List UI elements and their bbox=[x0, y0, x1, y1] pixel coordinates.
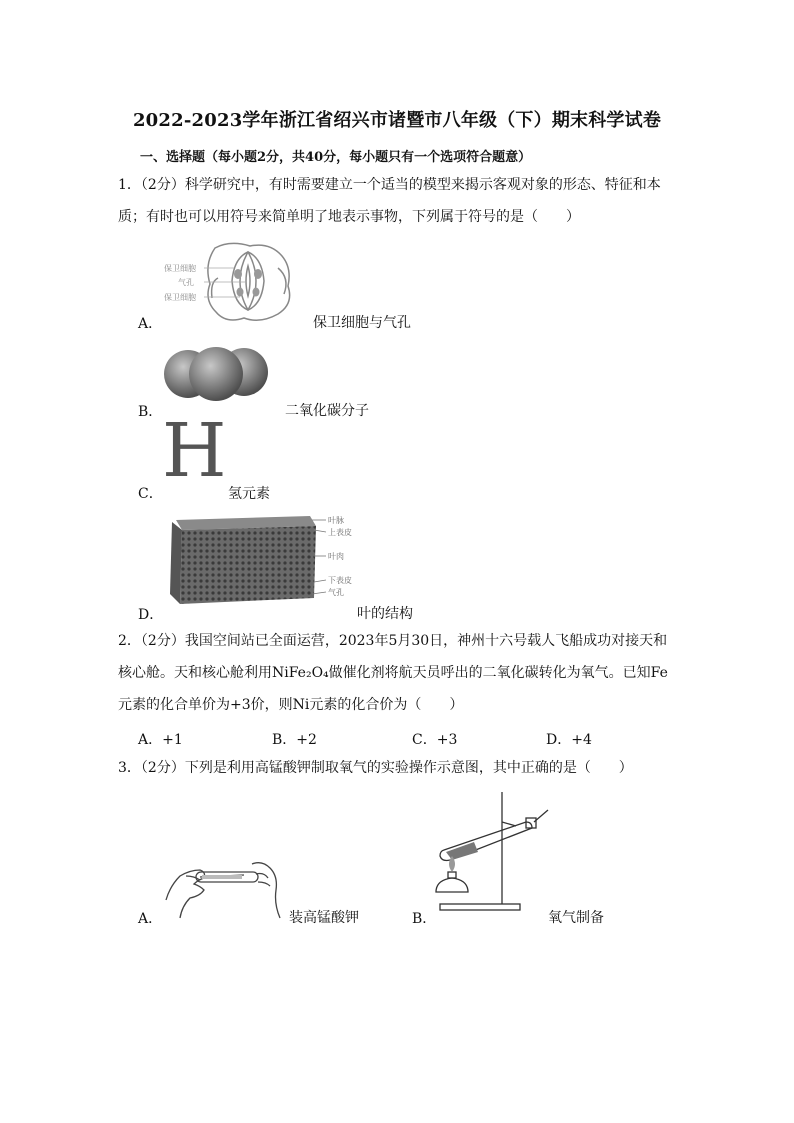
option-b-caption: 二氧化碳分子 bbox=[285, 403, 369, 419]
question-1-line-1: 1．（2分）科学研究中，有时需要建立一个适当的模型来揭示客观对象的形态、特征和本 bbox=[118, 177, 661, 193]
oxygen-preparation-apparatus bbox=[430, 788, 556, 922]
option-a-caption: 保卫细胞与气孔 bbox=[313, 315, 411, 331]
label-vein: 叶脉 bbox=[328, 516, 344, 525]
label-guard-cell-top: 保卫细胞 bbox=[164, 264, 196, 273]
co2-molecule-model bbox=[160, 336, 272, 412]
label-guard-cell-bottom: 保卫细胞 bbox=[164, 293, 196, 302]
loading-potassium-permanganate-image bbox=[160, 846, 286, 922]
question-2-line-1: 2．（2分）我国空间站已全面运营，2023年5月30日，神州十六号载人飞船成功对接天和 bbox=[118, 633, 668, 649]
option-a-letter: A． bbox=[138, 316, 163, 332]
choice-d: D．+4 bbox=[546, 732, 592, 748]
label-lower-epidermis: 下表皮 bbox=[328, 576, 352, 585]
question-3-line-1: 3．（2分）下列是利用高锰酸钾制取氧气的实验操作示意图，其中正确的是（ ） bbox=[118, 760, 633, 776]
q3-option-b-caption: 氧气制备 bbox=[548, 910, 604, 926]
hydrogen-symbol: H bbox=[162, 408, 227, 494]
label-mesophyll: 叶肉 bbox=[328, 552, 344, 561]
guard-cell-diagram bbox=[160, 238, 300, 324]
label-stoma-d: 气孔 bbox=[328, 588, 344, 597]
q3-option-a-caption: 装高锰酸钾 bbox=[289, 910, 359, 926]
question-2-choices bbox=[0, 729, 794, 749]
question-1-line-2: 质；有时也可以用符号来简单明了地表示事物，下列属于符号的是（ ） bbox=[118, 209, 580, 225]
q3-option-b-letter: B． bbox=[412, 911, 437, 927]
option-d-letter: D． bbox=[138, 607, 164, 623]
option-c-letter: C． bbox=[138, 486, 163, 502]
section-heading: 一、选择题（每小题2分，共40分，每小题只有一个选项符合题意） bbox=[140, 150, 532, 165]
label-stoma: 气孔 bbox=[178, 278, 194, 287]
option-b-letter: B． bbox=[138, 404, 163, 420]
page-title: 2022-2023学年浙江省绍兴市诸暨市八年级（下）期末科学试卷 bbox=[132, 110, 662, 131]
question-2-line-3: 元素的化合单价为+3价，则Ni元素的化合价为（ ） bbox=[118, 697, 464, 713]
question-2-line-2: 核心舱。天和核心舱利用NiFe₂O₄做催化剂将航天员呼出的二氧化碳转化为氧气。已知Fe bbox=[118, 665, 668, 681]
choice-c: C．+3 bbox=[412, 732, 458, 748]
q3-option-a-letter: A． bbox=[138, 911, 163, 927]
option-d-caption: 叶的结构 bbox=[357, 606, 413, 622]
choice-a: A．+1 bbox=[138, 732, 183, 748]
option-c-caption: 氢元素 bbox=[228, 486, 270, 502]
choice-b: B．+2 bbox=[272, 732, 317, 748]
label-upper-epidermis: 上表皮 bbox=[328, 528, 352, 537]
leaf-structure-diagram bbox=[162, 512, 362, 608]
